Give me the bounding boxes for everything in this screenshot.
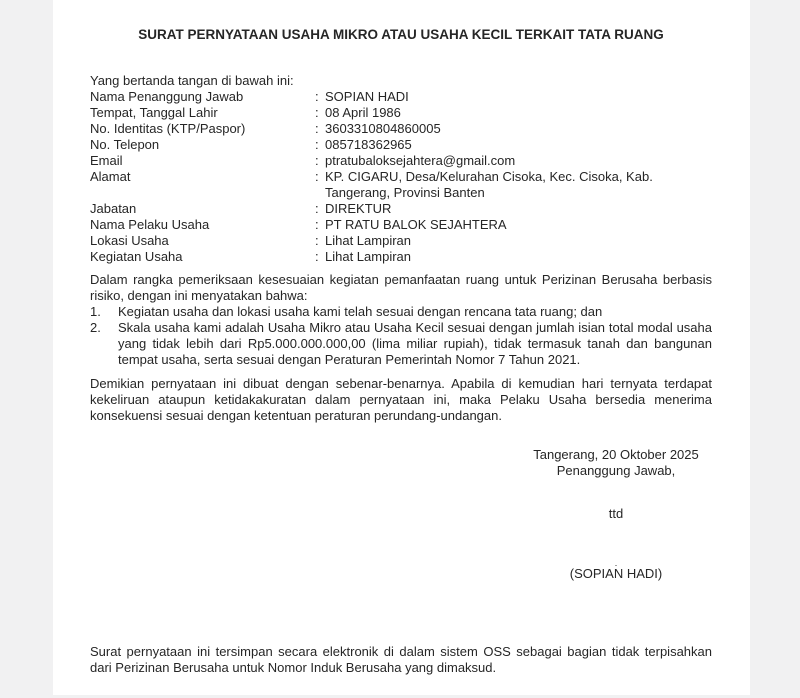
field-colon: : <box>315 105 319 120</box>
field-colon: : <box>315 153 319 168</box>
field-value: 08 April 1986 <box>325 105 401 120</box>
field-label: Tempat, Tanggal Lahir <box>90 105 218 120</box>
field-label: Alamat <box>90 169 131 184</box>
footer-note: Surat pernyataan ini tersimpan secara elektronik di dalam sistem OSS sebagai bagian tidak terpisahkan dari Perizinan Berusaha untuk Nomor Induk Berusaha yang dimaksud. <box>90 644 712 675</box>
field-colon: : <box>315 121 319 136</box>
field-value: 3603310804860005 <box>325 121 441 136</box>
signature-place-date: Tangerang, 20 Oktober 2025 <box>533 447 699 462</box>
field-colon: : <box>315 201 319 216</box>
field-value: PT RATU BALOK SEJAHTERA <box>325 217 507 232</box>
field-label: No. Identitas (KTP/Paspor) <box>90 121 246 136</box>
field-value: KP. CIGARU, Desa/Kelurahan Cisoka, Kec. Cisoka, Kab. Tangerang, Provinsi Banten <box>325 169 653 200</box>
statement-text: Skala usaha kami adalah Usaha Mikro atau Usaha Kecil sesuai dengan jumlah isian total modal usaha yang tidak lebih dari Rp5.000.000.000,00 (lima miliar rupiah), tidak termasuk tanah dan bangunan tempat usaha, serta sesuai dengan Peraturan Pemerintah Nomor 7 Tahun 2021. <box>118 320 712 367</box>
statement-item-2 <box>90 320 712 368</box>
field-label: Nama Pelaku Usaha <box>90 217 210 232</box>
field-row-no-telepon <box>90 137 712 153</box>
signature-ttd-label: ttd <box>608 506 624 521</box>
signature-block <box>528 447 704 582</box>
statement-number: 1. <box>90 304 101 319</box>
field-row-no-identitas <box>90 121 712 137</box>
field-row-email <box>90 153 712 169</box>
field-label: Jabatan <box>90 201 137 216</box>
field-row-nama-pelaku-usaha <box>90 217 712 233</box>
field-colon: : <box>315 249 319 264</box>
field-colon: : <box>315 89 319 104</box>
field-value: SOPIAN HADI <box>325 89 409 104</box>
field-value: DIREKTUR <box>325 201 392 216</box>
statement-intro: Dalam rangka pemeriksaan kesesuaian kegiatan pemanfaatan ruang untuk Perizinan Berusaha berbasis risiko, dengan ini menyatakan bahwa: <box>90 272 712 303</box>
intro-line: Yang bertanda tangan di bawah ini: <box>90 73 294 88</box>
field-row-alamat <box>90 169 712 201</box>
signature-name: (SOPIAN HADI) <box>569 566 663 581</box>
field-row-lokasi-usaha <box>90 233 712 249</box>
field-label: Lokasi Usaha <box>90 233 169 248</box>
field-label: Kegiatan Usaha <box>90 249 183 264</box>
closing-paragraph: Demikian pernyataan ini dibuat dengan sebenar-benarnya. Apabila di kemudian hari ternyata terdapat kekeliruan ataupun ketidakakuratan dalam pernyataan ini, maka Pelaku Usaha bersedia menerima konsekuensi sesuai dengan ketentuan peraturan perundang-undangan. <box>90 376 712 423</box>
signature-role: Penanggung Jawab, <box>556 463 676 478</box>
field-colon: : <box>315 233 319 248</box>
field-colon: : <box>315 217 319 232</box>
statement-number: 2. <box>90 320 101 335</box>
field-colon: : <box>315 137 319 152</box>
field-row-tempat-tanggal-lahir <box>90 105 712 121</box>
field-label: No. Telepon <box>90 137 160 152</box>
field-row-kegiatan-usaha <box>90 249 712 265</box>
document-page <box>53 0 750 695</box>
field-label: Nama Penanggung Jawab <box>90 89 244 104</box>
field-value: ptratubaloksejahtera@gmail.com <box>325 153 516 168</box>
field-value: 085718362965 <box>325 137 412 152</box>
field-row-nama-penanggung-jawab <box>90 89 712 105</box>
statement-item-1 <box>90 304 712 320</box>
field-row-jabatan <box>90 201 712 217</box>
field-colon: : <box>315 169 319 184</box>
signature-scan-mark: . <box>614 558 618 568</box>
statement-text: Kegiatan usaha dan lokasi usaha kami telah sesuai dengan rencana tata ruang; dan <box>118 304 603 319</box>
field-label: Email <box>90 153 123 168</box>
field-value: Lihat Lampiran <box>325 233 411 248</box>
document-title: SURAT PERNYATAAN USAHA MIKRO ATAU USAHA KECIL TERKAIT TATA RUANG <box>138 27 664 42</box>
statement-list <box>90 304 712 368</box>
field-value: Lihat Lampiran <box>325 249 411 264</box>
identity-fields <box>90 89 712 265</box>
